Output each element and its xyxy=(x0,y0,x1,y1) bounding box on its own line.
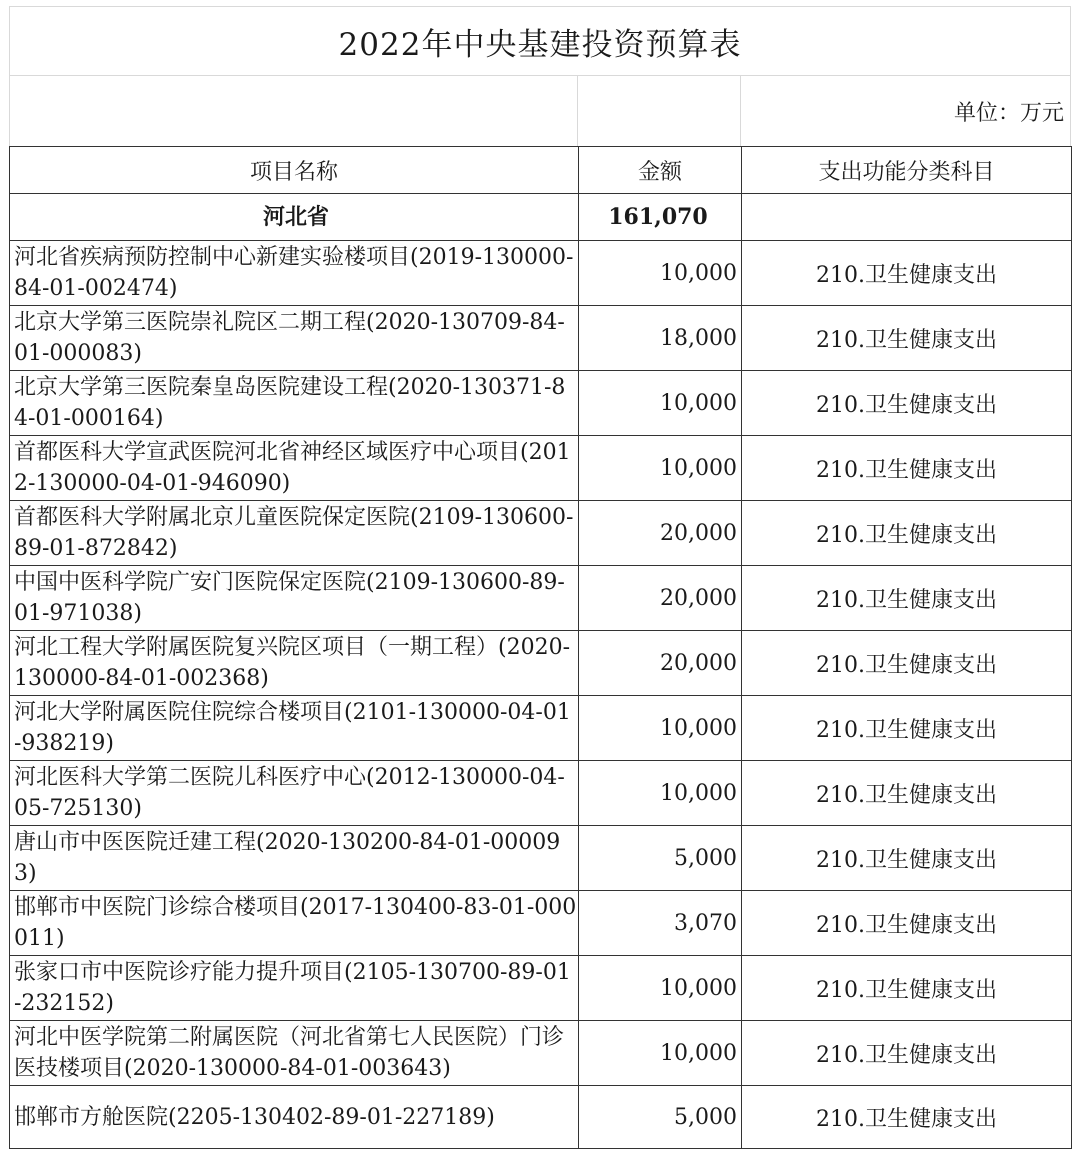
budget-sheet xyxy=(9,6,1071,1149)
unit-row xyxy=(9,75,1071,146)
header-category: 支出功能分类科目 xyxy=(742,147,1072,194)
row-amount: 20,000 xyxy=(579,566,742,631)
row-name: 河北省疾病预防控制中心新建实验楼项目(2019-130000-84-01-002474) xyxy=(10,241,579,306)
row-name: 首都医科大学宣武医院河北省神经区域医疗中心项目(2012-130000-04-01-946090) xyxy=(10,436,579,501)
row-category: 210.卫生健康支出 xyxy=(742,696,1072,761)
row-category: 210.卫生健康支出 xyxy=(742,761,1072,826)
row-amount: 20,000 xyxy=(579,631,742,696)
row-category: 210.卫生健康支出 xyxy=(742,501,1072,566)
table-row xyxy=(10,696,1072,761)
table-row xyxy=(10,631,1072,696)
row-name: 邯郸市中医院门诊综合楼项目(2017-130400-83-01-000011) xyxy=(10,891,579,956)
row-category: 210.卫生健康支出 xyxy=(742,371,1072,436)
sheet-title: 2022年中央基建投资预算表 xyxy=(9,6,1071,75)
row-category: 210.卫生健康支出 xyxy=(742,891,1072,956)
table-row xyxy=(10,1086,1072,1149)
row-amount: 18,000 xyxy=(579,306,742,371)
row-amount: 10,000 xyxy=(579,761,742,826)
row-name: 河北工程大学附属医院复兴院区项目（一期工程）(2020-130000-84-01-002368) xyxy=(10,631,579,696)
row-name: 邯郸市方舱医院(2205-130402-89-01-227189) xyxy=(10,1086,579,1149)
table-row xyxy=(10,241,1072,306)
unit-row-blank-cell xyxy=(10,76,578,146)
row-name: 北京大学第三医院崇礼院区二期工程(2020-130709-84-01-000083) xyxy=(10,306,579,371)
row-amount: 10,000 xyxy=(579,1021,742,1086)
row-category: 210.卫生健康支出 xyxy=(742,1021,1072,1086)
row-name: 张家口市中医院诊疗能力提升项目(2105-130700-89-01-232152) xyxy=(10,956,579,1021)
row-category: 210.卫生健康支出 xyxy=(742,436,1072,501)
row-name: 中国中医科学院广安门医院保定医院(2109-130600-89-01-971038) xyxy=(10,566,579,631)
row-category: 210.卫生健康支出 xyxy=(742,956,1072,1021)
row-name: 北京大学第三医院秦皇岛医院建设工程(2020-130371-84-01-000164) xyxy=(10,371,579,436)
row-amount: 10,000 xyxy=(579,956,742,1021)
row-category: 210.卫生健康支出 xyxy=(742,826,1072,891)
table-row xyxy=(10,891,1072,956)
row-category: 210.卫生健康支出 xyxy=(742,1086,1072,1149)
total-name: 河北省 xyxy=(10,194,579,241)
unit-label: 单位：万元 xyxy=(953,100,1064,126)
table-row xyxy=(10,1021,1072,1086)
row-amount: 5,000 xyxy=(579,1086,742,1149)
header-row xyxy=(10,147,1072,194)
row-name: 首都医科大学附属北京儿童医院保定医院(2109-130600-89-01-872842) xyxy=(10,501,579,566)
table-row xyxy=(10,826,1072,891)
table-row xyxy=(10,761,1072,826)
table-row xyxy=(10,566,1072,631)
row-category: 210.卫生健康支出 xyxy=(742,306,1072,371)
row-amount: 5,000 xyxy=(579,826,742,891)
row-amount: 20,000 xyxy=(579,501,742,566)
total-category xyxy=(742,194,1072,241)
total-amount: 161,070 xyxy=(579,194,742,241)
table-row xyxy=(10,371,1072,436)
row-category: 210.卫生健康支出 xyxy=(742,566,1072,631)
row-amount: 10,000 xyxy=(579,436,742,501)
row-amount: 3,070 xyxy=(579,891,742,956)
row-category: 210.卫生健康支出 xyxy=(742,631,1072,696)
row-amount: 10,000 xyxy=(579,371,742,436)
header-amount: 金额 xyxy=(579,147,742,194)
table-row xyxy=(10,956,1072,1021)
header-project-name: 项目名称 xyxy=(10,147,579,194)
row-name: 河北大学附属医院住院综合楼项目(2101-130000-04-01-938219) xyxy=(10,696,579,761)
row-name: 唐山市中医医院迁建工程(2020-130200-84-01-000093) xyxy=(10,826,579,891)
budget-table xyxy=(9,146,1072,1149)
row-amount: 10,000 xyxy=(579,696,742,761)
row-category: 210.卫生健康支出 xyxy=(742,241,1072,306)
table-row xyxy=(10,306,1072,371)
row-name: 河北医科大学第二医院儿科医疗中心(2012-130000-04-05-725130) xyxy=(10,761,579,826)
total-row xyxy=(10,194,1072,241)
row-name: 河北中医学院第二附属医院（河北省第七人民医院）门诊医技楼项目(2020-130000-84-01-003643) xyxy=(10,1021,579,1086)
unit-row-blank-cell xyxy=(578,76,741,146)
table-row xyxy=(10,436,1072,501)
table-row xyxy=(10,501,1072,566)
row-amount: 10,000 xyxy=(579,241,742,306)
